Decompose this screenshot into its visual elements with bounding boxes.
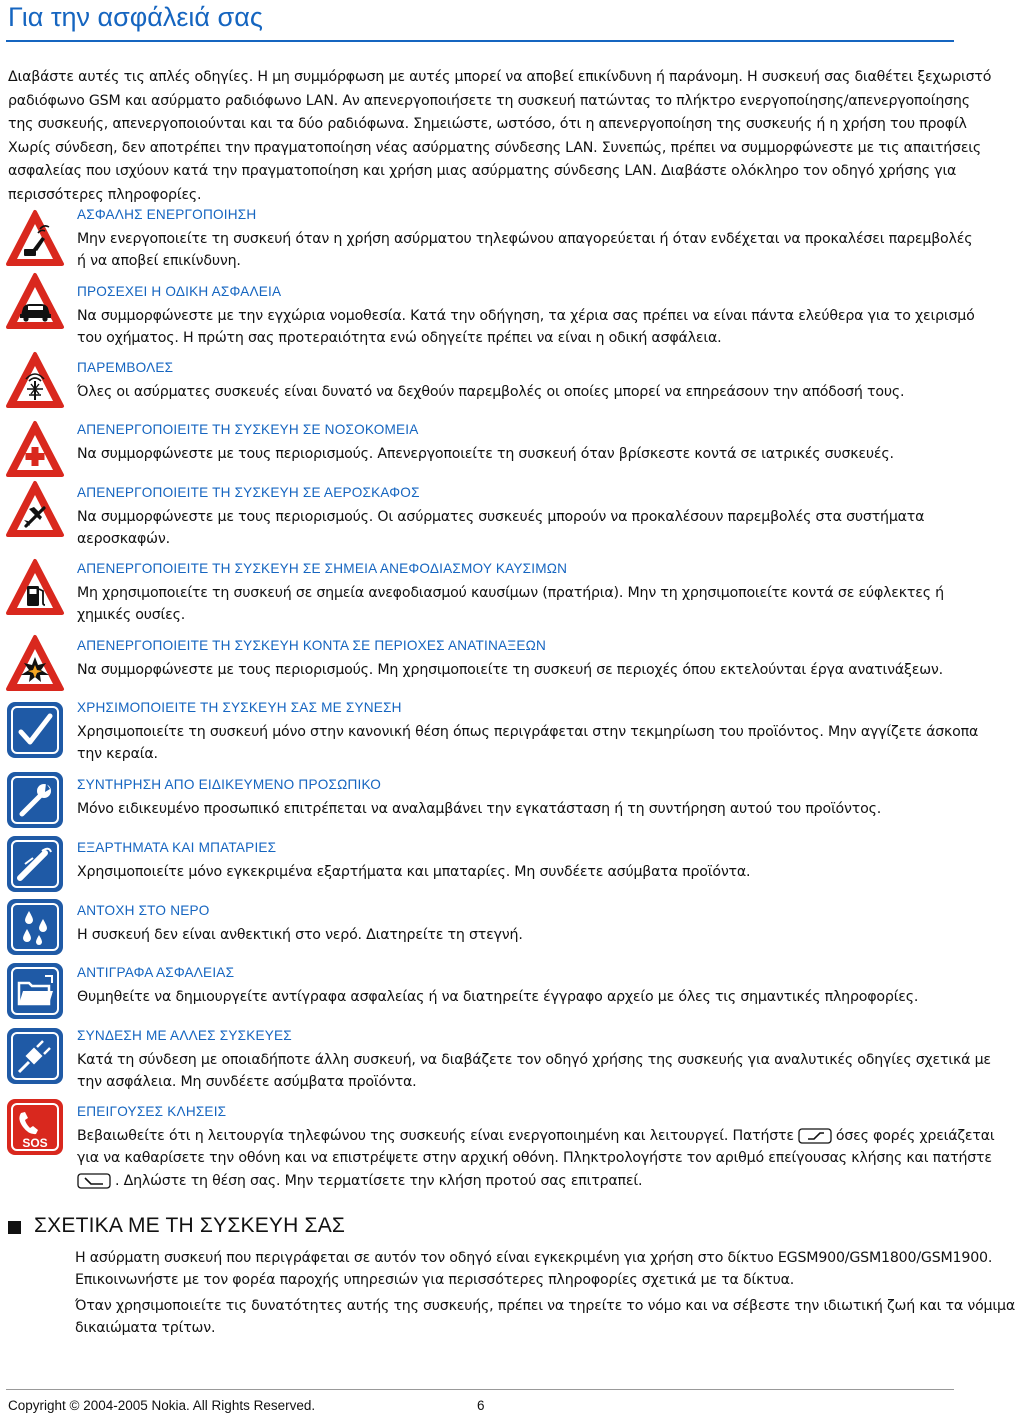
entry-line: χημικές ουσίες. [77, 607, 186, 624]
entry-text [77, 986, 957, 1008]
entry-text [77, 582, 957, 627]
entry-line: για να καθαρίσετε την οθόνη και να επιστρέψετε στην αρχική οθόνη. Πληκτρολογήστε τον αριθμό επείγουσας κλήσης και πατήστε [77, 1150, 992, 1167]
entry-line: . Δηλώστε τη θέση σας. Μην τερματίσετε την κλήση προτού σας επιτραπεί. [77, 1170, 957, 1192]
entry-title: ΣΥΝΔΕΣΗ ΜΕ ΑΛΛΕΣ ΣΥΣΚΕΥΕΣ [77, 1028, 292, 1043]
entry-line: την κεραία. [77, 746, 158, 763]
entry-line: την ασφάλεια. Μη συνδέετε ασύμβατα προϊόντα. [77, 1074, 417, 1091]
intro-paragraph [8, 66, 992, 208]
about-paragraph [75, 1248, 993, 1291]
entry-title: ΧΡΗΣΙΜΟΠΟΙΕΙΤΕ ΤΗ ΣΥΣΚΕΥΗ ΣΑΣ ΜΕ ΣΥΝΕΣΗ [77, 700, 402, 715]
entry-title: ΑΣΦΑΛΗΣ ΕΝΕΡΓΟΠΟΙΗΣΗ [77, 207, 257, 222]
fuel-pump-icon [5, 558, 65, 618]
intro-line: της συσκευής, απενεργοποιούνται και τα δύο ραδιόφωνα. Σημειώστε, ωστόσο, ότι η απενεργοποίηση της συσκευής ή η χρήση του προφίλ [8, 116, 967, 133]
title-divider [6, 40, 954, 42]
entry-line: Χρησιμοποιείτε τη συσκευή μόνο στην κανονική θέση όπως περιγράφεται στην τεκμηρίωση του προϊόντος. Μην αγγίζετε άσκοπα [77, 724, 979, 740]
entry-title: ΑΠΕΝΕΡΓΟΠΟΙΕΙΤΕ ΤΗ ΣΥΣΚΕΥΗ ΣΕ ΣΗΜΕΙΑ ΑΝΕΦΟΔΙΑΣΜΟΥ ΚΑΥΣΙΜΩΝ [77, 561, 568, 576]
section-heading: ΣΧΕΤΙΚΑ ΜΕ ΤΗ ΣΥΣΚΕΥΗ ΣΑΣ [34, 1214, 346, 1237]
section-bullet [8, 1221, 21, 1234]
entry-line: του οχήματος. Η πρώτη σας προτεραιότητα ενώ οδηγείτε πρέπει να είναι η οδική ασφάλεια. [77, 330, 722, 347]
plug-connection-icon [5, 1026, 65, 1086]
entry-line: Να συμμορφώνεστε με τους περιορισμούς. Μη χρησιμοποιείτε τη συσκευή σε περιοχές όπου εκτελούνται έργα ανατινάξεων. [77, 662, 943, 678]
sos-phone-icon [5, 1097, 65, 1157]
safety-entry [77, 1027, 991, 1094]
water-drops-icon [5, 897, 65, 957]
entry-text [77, 1125, 995, 1192]
entry-title: ΠΑΡΕΜΒΟΛΕΣ [77, 360, 174, 375]
entry-title: ΑΠΕΝΕΡΓΟΠΟΙΕΙΤΕ ΤΗ ΣΥΣΚΕΥΗ ΣΕ ΝΟΣΟΚΟΜΕΙΑ [77, 422, 419, 437]
entry-text [77, 1049, 991, 1094]
entry-title: ΑΝΤΟΧΗ ΣΤΟ ΝΕΡΟ [77, 903, 210, 918]
page-number: 6 [477, 1398, 485, 1413]
entry-title: ΠΡΟΣΕΧΕΙ Η ΟΔΙΚΗ ΑΣΦΑΛΕΙΑ [77, 284, 282, 299]
entry-text [77, 798, 957, 820]
backup-folder-icon [5, 961, 65, 1021]
entry-text [77, 443, 957, 465]
safety-entry [77, 964, 957, 1008]
safety-entry [77, 421, 957, 465]
entry-text [77, 861, 957, 883]
blasting-explosion-icon [5, 634, 65, 694]
entry-line: Να συμμορφώνεστε με τους περιορισμούς. Απενεργοποιείτε τη συσκευή όταν βρίσκεστε κοντά σε ιατρικές συσκευές. [77, 446, 894, 462]
entry-text [77, 506, 957, 551]
entry-text [77, 381, 957, 403]
page-title: Για την ασφάλειά σας [8, 2, 263, 32]
entry-line: ή να αποβεί επικίνδυνη. [77, 253, 241, 270]
entry-line: αεροσκαφών. [77, 531, 170, 548]
intro-line: Διαβάστε αυτές τις απλές οδηγίες. Η μη συμμόρφωση με αυτές μπορεί να αποβεί επικίνδυνη ή παράνομη. Η συσκευή σας διαθέτει ξεχωριστό [8, 69, 992, 85]
entry-line: Να συμμορφώνεστε με την εγχώρια νομοθεσία. Κατά την οδήγηση, τα χέρια σας πρέπει να είναι πάντα ελεύθερα για το χειρισμό [77, 308, 975, 324]
hospital-cross-icon [5, 420, 65, 480]
entry-line: Θυμηθείτε να δημιουργείτε αντίγραφα ασφαλείας ή να διατηρείτε έγγραφο αρχείο με όλες τις σημαντικές πληροφορίες. [77, 989, 919, 1005]
safety-entry [77, 776, 957, 820]
intro-line: ραδιόφωνο GSM και ασύρματο ραδιόφωνο LAN. Αν απενεργοποιήσετε τη συσκευή πατώντας το πλήκτρο ενεργοποίησης/απενεργοποίησης [8, 92, 970, 109]
entry-title: ΑΠΕΝΕΡΓΟΠΟΙΕΙΤΕ ΤΗ ΣΥΣΚΕΥΗ ΣΕ ΑΕΡΟΣΚΑΦΟΣ [77, 485, 420, 500]
entry-line: Όλες οι ασύρματες συσκευές είναι δυνατό να δεχθούν παρεμβολές οι οποίες μπορεί να επηρεάσουν την απόδοσή τους. [77, 384, 905, 400]
safety-entry [77, 637, 957, 681]
entry-text [77, 721, 979, 766]
safety-entry [77, 902, 957, 946]
about-line: Η ασύρματη συσκευή που περιγράφεται σε αυτόν τον οδηγό είναι εγκεκριμένη για χρήση στο δίκτυο EGSM900/GSM1800/GSM1900. [75, 1250, 993, 1266]
interference-icon [5, 351, 65, 411]
checkmark-icon [5, 700, 65, 760]
entry-title: ΑΠΕΝΕΡΓΟΠΟΙΕΙΤΕ ΤΗ ΣΥΣΚΕΥΗ ΚΟΝΤΑ ΣΕ ΠΕΡΙΟΧΕΣ ΑΝΑΤΙΝΑΞΕΩΝ [77, 638, 546, 653]
entry-title: ΕΞΑΡΤΗΜΑΤΑ ΚΑΙ ΜΠΑΤΑΡΙΕΣ [77, 840, 277, 855]
intro-line: ασφαλείας που ισχύουν κατά την πραγματοποίηση και χρήση μιας ασύρματης σύνδεσης LAN. Διαβάστε ολόκληρο τον οδηγό χρήσης για [8, 163, 957, 180]
safety-entry [77, 283, 975, 350]
safety-entry [77, 359, 957, 403]
call-key-icon [77, 1173, 111, 1189]
entry-line: Χρησιμοποιείτε μόνο εγκεκριμένα εξαρτήματα και μπαταρίες. Μη συνδέετε ασύμβατα προϊόντα. [77, 864, 751, 880]
entry-line: Να συμμορφώνεστε με τους περιορισμούς. Οι ασύρματες συσκευές μπορούν να προκαλέσουν παρεμβολές στα συστήματα [77, 509, 925, 525]
footer-divider [6, 1389, 954, 1390]
entry-line: Βεβαιωθείτε ότι η λειτουργία τηλεφώνου της συσκευής είναι ενεργοποιημένη και λειτουργεί. Πατήστε όσες φορές χρειάζεται [77, 1128, 995, 1144]
safety-entry-emergency [77, 1103, 995, 1192]
safety-entry [77, 839, 957, 883]
about-paragraph [75, 1296, 1015, 1339]
safety-entry [77, 206, 973, 273]
about-line: δικαιώματα τρίτων. [75, 1319, 216, 1336]
svg-text:SOS: SOS [22, 1136, 48, 1150]
entry-text [77, 228, 973, 273]
end-key-icon [798, 1128, 832, 1144]
about-line: Επικοινωνήστε με τον φορέα παροχής υπηρεσιών για περισσότερες πληροφορίες σχετικά με τα δίκτυα. [75, 1271, 795, 1288]
entry-line: Κατά τη σύνδεση με οποιαδήποτε άλλη συσκευή, να διαβάζετε τον οδηγό χρήσης της συσκευής για αναλυτικές οδηγίες σχετικά με [77, 1052, 991, 1068]
entry-title: ΑΝΤΙΓΡΑΦΑ ΑΣΦΑΛΕΙΑΣ [77, 965, 235, 980]
safety-entry [77, 560, 957, 627]
entry-text [77, 305, 975, 350]
copyright-text: Copyright © 2004-2005 Nokia. All Rights Reserved. [8, 1398, 316, 1413]
entry-line: Μη χρησιμοποιείτε τη συσκευή σε σημεία ανεφοδιασμού καυσίμων (πρατήρια). Μην τη χρησιμοποιείτε κοντά σε εύφλεκτες ή [77, 585, 944, 601]
entry-title: ΕΠΕΙΓΟΥΣΕΣ ΚΛΗΣΕΙΣ [77, 1104, 227, 1119]
entry-text [77, 924, 957, 946]
entry-text [77, 659, 957, 681]
wrench-icon [5, 770, 65, 830]
switch-on-safely-icon [5, 209, 65, 269]
safety-entry [77, 484, 957, 551]
entry-line: Μόνο ειδικευμένο προσωπικό επιτρέπεται να αναλαμβάνει την εγκατάσταση ή τη συντήρηση αυτού του προϊόντος. [77, 801, 882, 817]
road-safety-car-icon [5, 272, 65, 332]
about-line: Όταν χρησιμοποιείτε τις δυνατότητες αυτής της συσκευής, πρέπει να τηρείτε το νόμο και να σέβεστε την ιδιωτική ζωή και τα νόμιμα [75, 1298, 1015, 1314]
entry-title: ΣΥΝΤΗΡΗΣΗ ΑΠΟ ΕΙΔΙΚΕΥΜΕΝΟ ΠΡΟΣΩΠΙΚΟ [77, 777, 382, 792]
battery-icon [5, 834, 65, 894]
intro-line: Χωρίς σύνδεση, δεν αποτρέπει την πραγματοποίηση νέας ασύρματης σύνδεσης LAN. Συνεπώς, πρέπει να συμμορφώνεστε με τις απαιτήσεις [8, 139, 982, 156]
intro-line: περισσότερες πληροφορίες. [8, 186, 202, 203]
entry-line: Μην ενεργοποιείτε τη συσκευή όταν η χρήση ασύρματου τηλεφώνου απαγορεύεται ή όταν ενδέχεται να προκαλέσει παρεμβολές [77, 231, 973, 247]
entry-line: Η συσκευή δεν είναι ανθεκτική στο νερό. Διατηρείτε τη στεγνή. [77, 927, 523, 943]
aircraft-icon [5, 480, 65, 540]
safety-entry [77, 699, 979, 766]
